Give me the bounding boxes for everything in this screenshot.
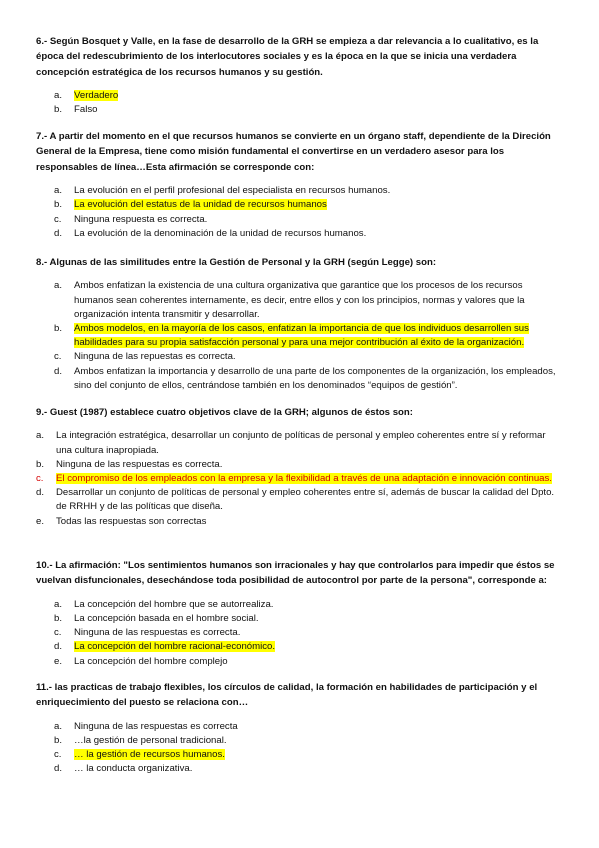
option-text: La concepción del hombre complejo (74, 655, 228, 667)
option-c[interactable] (36, 472, 564, 486)
option-text: Ninguna respuesta es correcta. (74, 213, 208, 225)
option-letter: a. (54, 185, 63, 197)
option-text: La integración estratégica, desarrollar un conjunto de políticas de personal y empleo coherentes entre sí y reformar una cultura inapropiada. (56, 430, 546, 456)
option-a[interactable] (54, 89, 564, 103)
option-text: Ninguna de las respuestas es correcta (74, 720, 238, 732)
option-text: El compromiso de los empleados con la empresa y la flexibilidad a través de una adaptación e innovación continuas. (56, 473, 552, 485)
option-text: …la gestión de personal tradicional. (74, 735, 227, 747)
option-letter: e. (36, 515, 45, 527)
question-stem: 6.- Según Bosquet y Valle, en la fase de desarrollo de la GRH se empieza a dar relevancia a lo cualitativo, es la época del redescubrimiento de los interlocutores sociales y es la época en la que se inicia una verdadera concepción estratégica de los recursos humanos y su gestión. (36, 36, 539, 78)
option-letter: b. (54, 199, 63, 211)
option-a[interactable] (54, 598, 564, 612)
option-letter: c. (36, 473, 44, 485)
option-c[interactable] (54, 748, 564, 762)
option-letter: b. (54, 323, 63, 335)
option-text: … la gestión de recursos humanos. (74, 749, 225, 761)
option-text: Ninguna de las respuestas es correcta. (74, 627, 241, 639)
option-a[interactable] (54, 184, 564, 198)
option-letter: c. (54, 351, 62, 363)
option-text: La evolución de la denominación de la unidad de recursos humanos. (74, 227, 367, 239)
option-b[interactable] (36, 458, 564, 472)
option-list (36, 720, 564, 777)
option-c[interactable] (54, 626, 564, 640)
question-stem: 7.- A partir del momento en el que recursos humanos se convierte en un órgano staff, dependiente de la Direción General de la Empresa, tiene como misión fundamental el convertirse en un verdadero asesor para los responsables de línea…Esta afirmación se corresponde con: (36, 131, 551, 173)
option-letter: b. (54, 104, 63, 116)
option-a[interactable] (54, 720, 564, 734)
option-text: Ambos enfatizan la importancia y desarrollo de una parte de los componentes de la organización, los empleados, sino del conjunto de ellos, centrándose también en los denominados “equipos de gestión”. (74, 365, 556, 391)
option-text: La evolución del estatus de la unidad de recursos humanos (74, 199, 327, 211)
option-b[interactable] (54, 612, 564, 626)
question-7 (36, 129, 564, 241)
option-text: La concepción del hombre que se autorrealiza. (74, 598, 274, 610)
option-text: … la conducta organizativa. (74, 763, 193, 775)
option-c[interactable] (54, 213, 564, 227)
option-text: Verdadero (74, 90, 119, 102)
option-letter: a. (54, 90, 63, 102)
option-letter: b. (54, 735, 63, 747)
option-list (36, 279, 564, 393)
option-letter: d. (54, 365, 63, 377)
option-text: La concepción del hombre racional-económico. (74, 641, 276, 653)
option-letter: a. (54, 598, 63, 610)
question-stem: 9.- Guest (1987) establece cuatro objetivos clave de la GRH; algunos de éstos son: (36, 407, 413, 418)
question-9 (36, 405, 564, 529)
option-text: Desarrollar un conjunto de políticas de personal y empleo coherentes entre sí, además de buscar la calidad del Dpto. de RRHH y de las políticas que diseña. (56, 487, 555, 513)
option-letter: d. (54, 227, 63, 239)
option-d[interactable] (54, 640, 564, 654)
option-text: Falso (74, 104, 98, 116)
option-list (36, 89, 564, 117)
option-letter: e. (54, 655, 63, 667)
option-list (36, 184, 564, 241)
option-letter: d. (54, 641, 63, 653)
option-letter: a. (54, 280, 63, 292)
option-a[interactable] (54, 279, 564, 322)
question-10 (36, 558, 564, 669)
option-letter: a. (54, 720, 63, 732)
option-list (36, 429, 564, 528)
option-letter: c. (54, 213, 62, 225)
option-text: Ninguna de las repuestas es correcta. (74, 351, 236, 363)
question-stem: 10.- La afirmación: "Los sentimientos humanos son irracionales y hay que controlarlos para impedir que éstos se vuelvan disfuncionales, desechándose toda posibilidad de autocontrol por parte de la persona", corresponde a: (36, 560, 555, 587)
question-6 (36, 34, 564, 118)
option-letter: a. (36, 430, 45, 442)
option-b[interactable] (54, 734, 564, 748)
option-text: Ambos modelos, en la mayoría de los casos, enfatizan la importancia de que los individuos desarrollen sus habilidades para su propia satisfacción personal y para una mejor contribución al éxito de la organización. (74, 323, 529, 349)
question-stem: 11.- las practicas de trabajo flexibles, los círculos de calidad, la formación en habilidades de participación y el enriquecimiento del puesto se relaciona con… (36, 682, 538, 709)
option-d[interactable] (54, 762, 564, 776)
option-text: Todas las respuestas son correctas (56, 515, 207, 527)
question-8 (36, 255, 564, 393)
option-b[interactable] (54, 103, 564, 117)
option-letter: d. (54, 763, 63, 775)
question-stem: 8.- Algunas de las similitudes entre la Gestión de Personal y la GRH (según Legge) son: (36, 257, 437, 268)
option-letter: c. (54, 627, 62, 639)
option-text: La concepción basada en el hombre social. (74, 613, 259, 625)
option-a[interactable] (36, 429, 564, 457)
option-e[interactable] (36, 515, 564, 529)
option-d[interactable] (54, 365, 564, 393)
question-11 (36, 680, 564, 777)
option-letter: b. (36, 458, 45, 470)
option-text: Ambos enfatizan la existencia de una cultura organizativa que garantice que los procesos de los recursos humanos sean coherentes internamente, es decir, entre ellos y con los principios, normas y valores que la organización intenta transmitir y desarrollar. (74, 280, 525, 320)
option-c[interactable] (54, 350, 564, 364)
option-d[interactable] (54, 227, 564, 241)
option-letter: b. (54, 613, 63, 625)
option-list (36, 598, 564, 669)
option-text: La evolución en el perfil profesional del especialista en recursos humanos. (74, 185, 391, 197)
option-e[interactable] (54, 655, 564, 669)
option-b[interactable] (54, 198, 564, 212)
option-letter: c. (54, 749, 62, 761)
option-letter: d. (36, 487, 45, 499)
option-d[interactable] (36, 486, 564, 514)
option-b[interactable] (54, 322, 564, 350)
option-text: Ninguna de las respuestas es correcta. (56, 458, 223, 470)
